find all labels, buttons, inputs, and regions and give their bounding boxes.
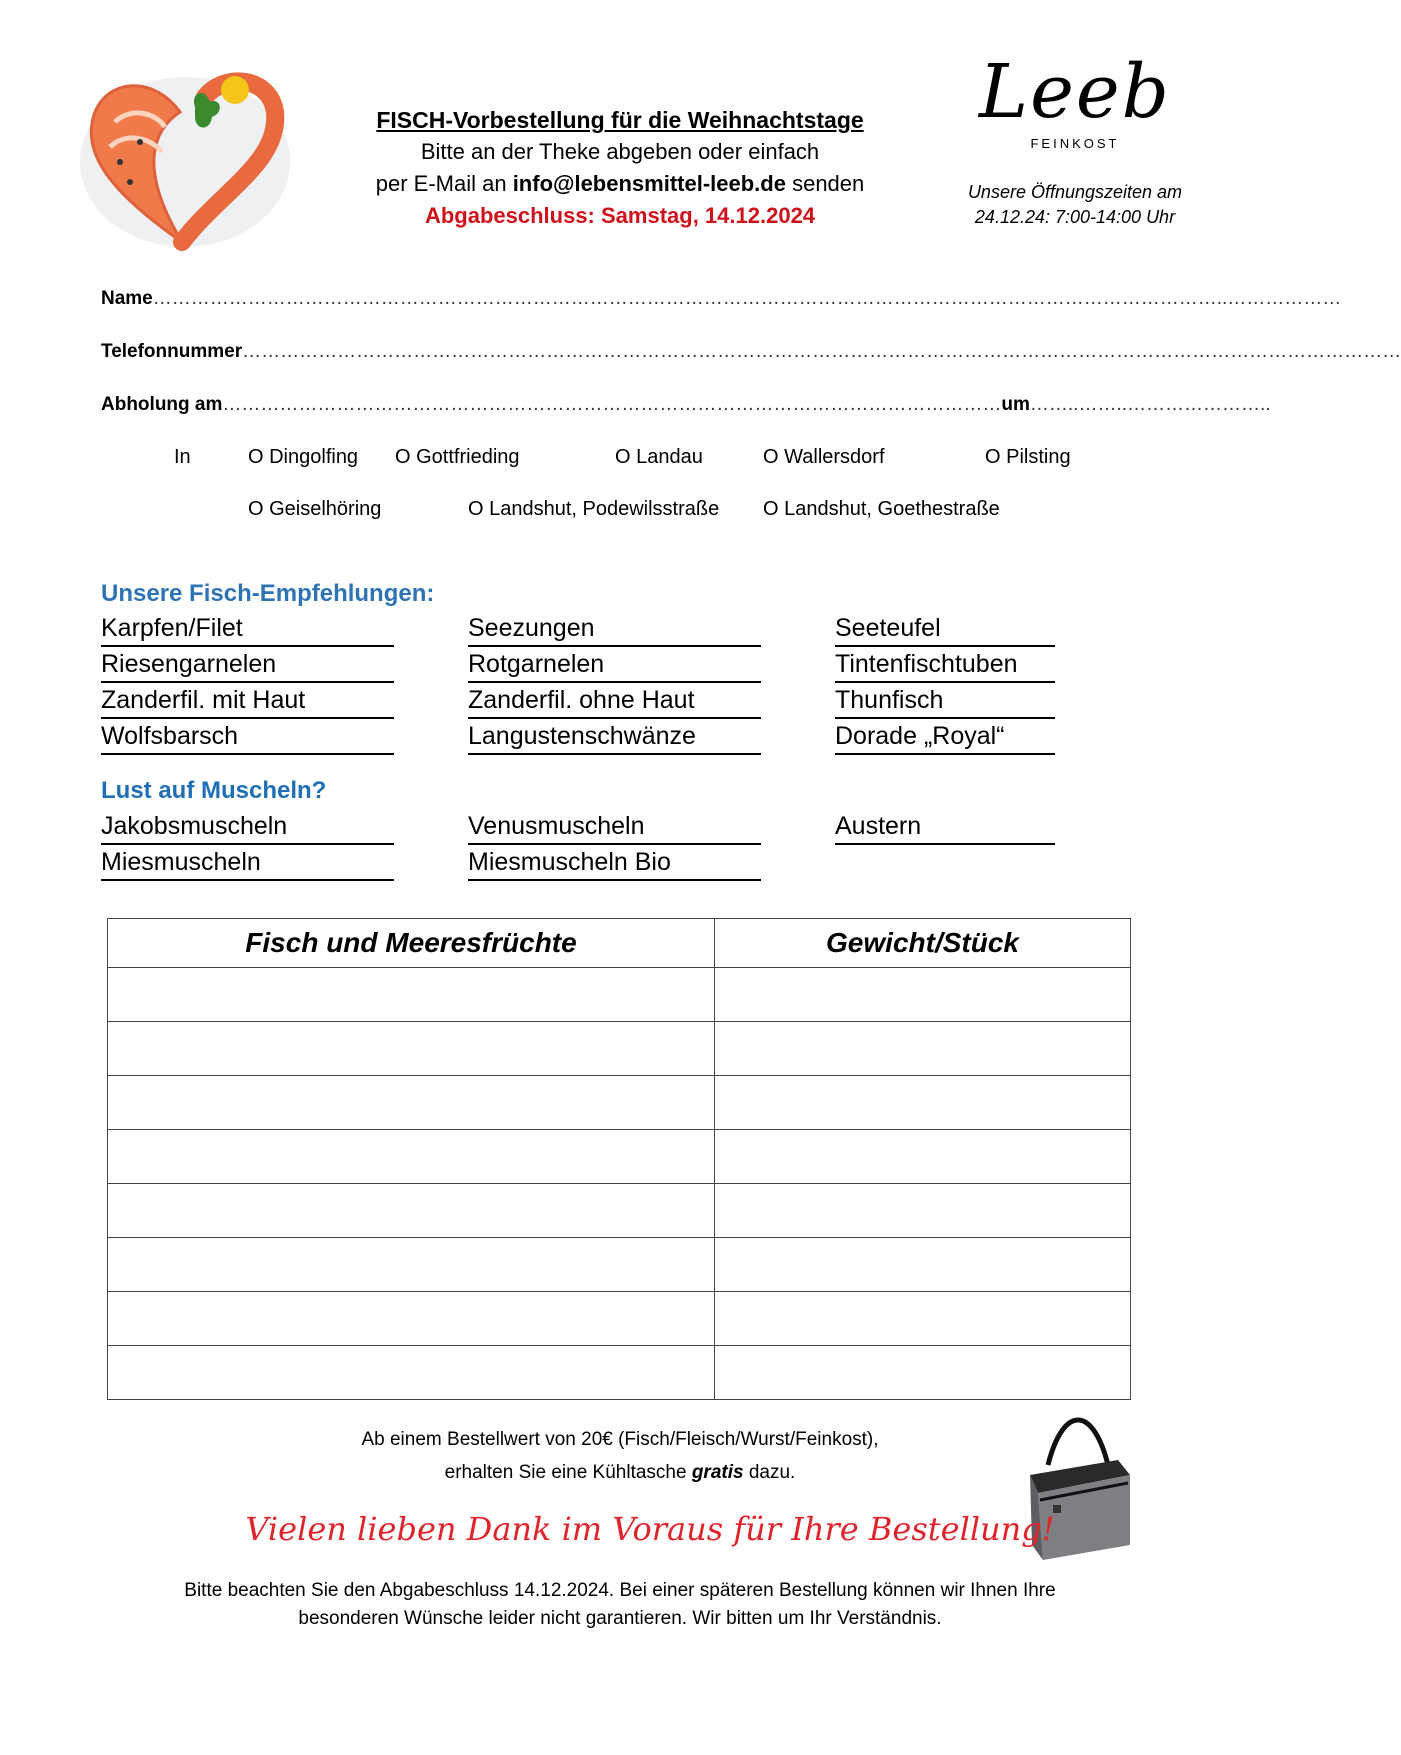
table-row [108,1184,1131,1238]
recommend-item[interactable]: Dorade „Royal“ [835,721,1055,755]
cooler-offer [250,1423,990,1489]
location-in-label: In [174,446,191,468]
time-label: um [1001,394,1030,415]
mussel-item[interactable]: Venusmuscheln [468,811,761,845]
product-cell[interactable] [108,1076,715,1130]
location-option[interactable]: O Landau [615,446,703,468]
table-header-product: Fisch und Meeresfrüchte [108,919,715,968]
location-option[interactable]: O Wallersdorf [763,446,885,468]
product-cell[interactable] [108,1346,715,1400]
mussel-item[interactable]: Miesmuscheln Bio [468,847,761,881]
product-cell[interactable] [108,1292,715,1346]
recommend-item[interactable]: Zanderfil. ohne Haut [468,685,761,719]
mussel-item[interactable]: Jakobsmuscheln [101,811,394,845]
note-line2: besonderen Wünsche leider nicht garantieren. Wir bitten um Ihr Verständnis. [298,1608,942,1629]
table-row [108,1076,1131,1130]
weight-cell[interactable] [715,1346,1131,1400]
recommend-item[interactable]: Seeteufel [835,613,1055,647]
phone-field[interactable] [101,341,1401,363]
order-table [107,918,1131,1400]
product-cell[interactable] [108,1130,715,1184]
mussel-item[interactable]: Miesmuscheln [101,847,394,881]
thank-you-text: Vielen lieben Dank im Voraus für Ihre Bestellung! [245,1510,1055,1548]
logo: Leeb [978,49,1172,135]
location-option[interactable]: O Landshut, Goethestraße [763,498,1000,520]
weight-cell[interactable] [715,1022,1131,1076]
header-line2 [320,168,920,200]
product-cell[interactable] [108,1022,715,1076]
recommend-item[interactable]: Tintenfischtuben [835,649,1055,683]
table-row [108,1346,1131,1400]
weight-cell[interactable] [715,1184,1131,1238]
recommend-item[interactable]: Zanderfil. mit Haut [101,685,394,719]
page-title: FISCH-Vorbestellung für die Weihnachtstage [376,107,864,133]
weight-cell[interactable] [715,1130,1131,1184]
weight-cell[interactable] [715,968,1131,1022]
offer-line2 [250,1456,990,1489]
recommend-item[interactable]: Riesengarnelen [101,649,394,683]
seafood-heart-image [70,52,300,252]
hours-line2: 24.12.24: 7:00-14:00 Uhr [974,207,1176,227]
recommend-item[interactable]: Wolfsbarsch [101,721,394,755]
weight-cell[interactable] [715,1238,1131,1292]
recommend-item[interactable]: Karpfen/Filet [101,613,394,647]
recommend-item[interactable]: Seezungen [468,613,761,647]
logo-subtitle: FEINKOST [1030,136,1120,151]
header-line1: Bitte an der Theke abgeben oder einfach [420,139,820,164]
note-line1: Bitte beachten Sie den Abgabeschluss 14.12.2024. Bei einer späteren Bestellung können wir Ihnen Ihre [184,1580,1056,1601]
phone-dots: ………………………………………………………………………………………………………………………………………………………………… [242,341,1401,362]
phone-label: Telefonnummer [101,341,243,362]
weight-cell[interactable] [715,1292,1131,1346]
location-option[interactable]: O Geiselhöring [248,498,382,520]
opening-hours [930,180,1220,230]
deadline-text: Abgabeschluss: Samstag, 14.12.2024 [424,203,816,228]
table-row [108,1130,1131,1184]
table-row [108,1292,1131,1346]
recommend-heading: Unsere Fisch-Empfehlungen: [101,580,435,607]
product-cell[interactable] [108,1238,715,1292]
location-option[interactable]: O Dingolfing [248,446,359,468]
name-dots: ……………………………………………………………………………………………………………………………………………………..……………… [152,288,1342,309]
recommend-item[interactable]: Rotgarnelen [468,649,761,683]
time-dots: ……..……..………………….. [1029,394,1271,415]
name-label: Name [101,288,153,309]
mussels-heading: Lust auf Muscheln? [101,777,327,804]
header-line2-post: senden [785,171,865,196]
location-option[interactable]: O Landshut, Podewilsstraße [468,498,720,520]
gratis-text: gratis [691,1462,744,1483]
header-line2-pre: per E-Mail an [375,171,513,196]
header-block [320,104,920,232]
product-cell[interactable] [108,1184,715,1238]
mussel-item[interactable]: Austern [835,811,1055,845]
table-row [108,968,1131,1022]
weight-cell[interactable] [715,1076,1131,1130]
hours-line1: Unsere Öffnungszeiten am [967,182,1183,202]
table-row [108,1022,1131,1076]
location-option[interactable]: O Pilsting [985,446,1071,468]
pickup-label: Abholung am [101,394,223,415]
product-cell[interactable] [108,968,715,1022]
email-link[interactable]: info@lebensmittel-leeb.de [512,171,786,196]
deadline-note [100,1577,1140,1633]
recommend-item[interactable]: Langustenschwänze [468,721,761,755]
name-field[interactable] [101,288,1341,310]
table-header-weight: Gewicht/Stück [715,919,1131,968]
recommend-item[interactable]: Thunfisch [835,685,1055,719]
location-option[interactable]: O Gottfrieding [395,446,520,468]
table-row [108,1238,1131,1292]
offer-line2-post: dazu. [743,1462,796,1483]
offer-line2-pre: erhalten Sie eine Kühltasche [444,1462,692,1483]
pickup-dots: …………………………………………………………………………………………………………… [222,394,1002,415]
offer-line1: Ab einem Bestellwert von 20€ (Fisch/Fleisch/Wurst/Feinkost), [361,1429,879,1450]
pickup-field[interactable] [101,394,1271,416]
